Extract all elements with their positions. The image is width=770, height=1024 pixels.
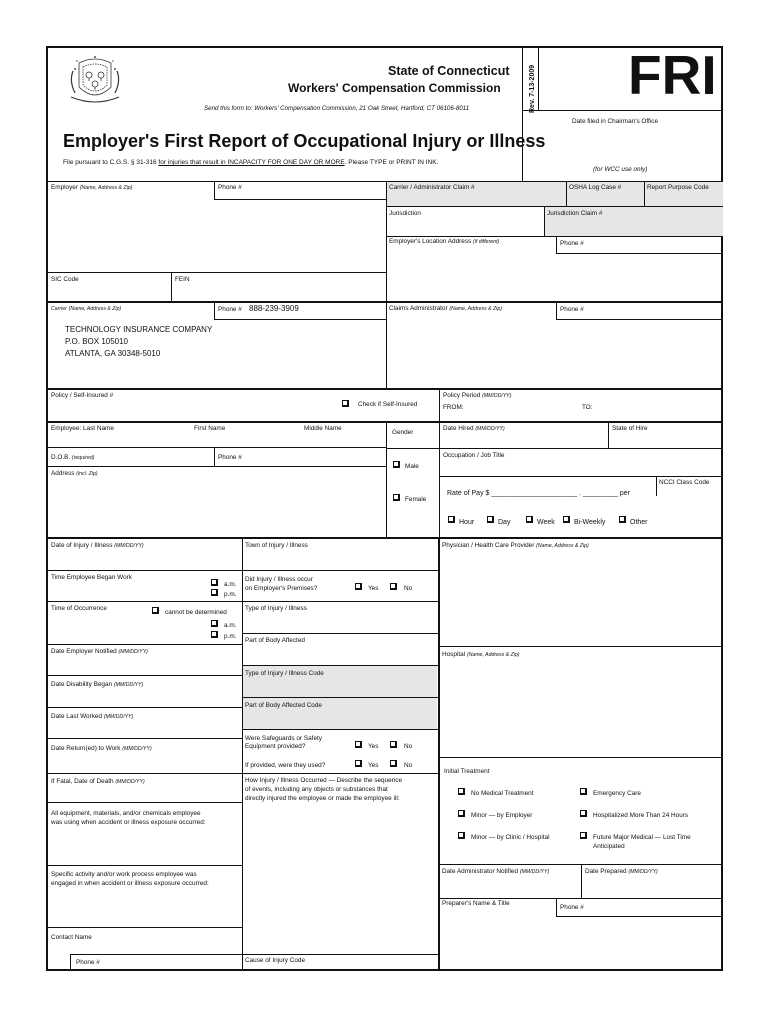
began-am-label: a.m. bbox=[224, 581, 237, 588]
hospitalized-checkbox[interactable] bbox=[580, 810, 587, 817]
how-occurred-label-2: of events, including any objects or substances that bbox=[245, 786, 388, 793]
how-occurred-label-3: directly injured the employee or made the employee ill: bbox=[245, 795, 400, 802]
rate-of-pay-label: Rate of Pay $ ______________________ . _________ per bbox=[447, 490, 630, 497]
location-address-label: Employer's Location Address (if different) bbox=[389, 238, 500, 245]
carrier-phone-value: 888-239-3909 bbox=[249, 304, 299, 313]
location-phone-label: Phone # bbox=[560, 240, 584, 247]
premises-yes-label: Yes bbox=[368, 585, 379, 592]
safeguards-no-checkbox[interactable] bbox=[390, 741, 397, 748]
cause-code-label: Cause of Injury Code bbox=[245, 957, 306, 964]
safeguards-no-label: No bbox=[404, 743, 413, 750]
premises-label-2: on Employer's Premises? bbox=[245, 585, 318, 592]
occurrence-pm-checkbox[interactable] bbox=[211, 631, 218, 638]
self-insured-label: Check if Self-Insured bbox=[358, 401, 418, 408]
to-label: TO: bbox=[582, 404, 593, 411]
safeguards-label-2: Equipment provided? bbox=[245, 743, 306, 750]
employee-middle-name-label: Middle Name bbox=[304, 425, 342, 432]
cannot-determine-checkbox[interactable] bbox=[152, 607, 159, 614]
dob-label: D.O.B. (required) bbox=[51, 454, 95, 461]
pay-week-checkbox[interactable] bbox=[526, 516, 533, 523]
from-label: FROM: bbox=[443, 404, 464, 411]
employee-last-name-label: Employee: Last Name bbox=[51, 425, 114, 432]
began-pm-label: p.m. bbox=[224, 591, 237, 598]
time-occurrence-label: Time of Occurrence bbox=[51, 605, 107, 612]
pay-bi-weekly-label: Bi-Weekly bbox=[574, 519, 606, 526]
form-title: Employer's First Report of Occupational Injury or Illness bbox=[63, 131, 546, 151]
equipment-label-1: All equipment, materials, and/or chemicals employee bbox=[51, 810, 201, 817]
town-of-injury-label: Town of Injury / Illness bbox=[245, 542, 308, 549]
policy-label: Policy / Self-Insured # bbox=[51, 392, 114, 399]
occurrence-pm-label: p.m. bbox=[224, 633, 237, 640]
jurisdiction-label: Jurisdiction bbox=[389, 210, 421, 217]
emergency-care-label: Emergency Care bbox=[593, 790, 641, 797]
form-code: FRI bbox=[628, 44, 717, 106]
occurrence-am-checkbox[interactable] bbox=[211, 620, 218, 627]
admin-notified-label: Date Administrator Notified (MM/DD/YY) bbox=[442, 868, 550, 875]
employer-label: Employer (Name, Address & Zip) bbox=[51, 184, 133, 191]
policy-period-label: Policy Period (MM/DD/YY) bbox=[443, 392, 512, 399]
date-notified-label: Date Employer Notified (MM/DD/YY) bbox=[51, 648, 148, 655]
safeguards-yes-checkbox[interactable] bbox=[355, 741, 362, 748]
preparer-phone-label: Phone # bbox=[560, 904, 584, 911]
employee-address-label: Address (incl. Zip) bbox=[51, 470, 98, 477]
last-worked-label: Date Last Worked (MM/DD/YY) bbox=[51, 713, 134, 720]
date-of-death-label: If Fatal, Date of Death (MM/DD/YY) bbox=[51, 778, 145, 785]
contact-name-label: Contact Name bbox=[51, 934, 92, 941]
carrier-claim-label: Carrier / Administrator Claim # bbox=[389, 184, 475, 191]
returned-to-work-label: Date Return(ed) to Work (MM/DD/YY) bbox=[51, 745, 152, 752]
cannot-determine-label: cannot be determined bbox=[165, 609, 227, 616]
used-yes-label: Yes bbox=[368, 762, 379, 769]
female-checkbox[interactable] bbox=[393, 494, 400, 501]
minor-employer-checkbox[interactable] bbox=[458, 810, 465, 817]
type-of-injury-label: Type of Injury / Illness bbox=[245, 605, 307, 612]
no-medical-checkbox[interactable] bbox=[458, 788, 465, 795]
future-major-label-2: Anticipated bbox=[593, 843, 625, 850]
premises-no-checkbox[interactable] bbox=[390, 583, 397, 590]
occupation-label: Occupation / Job Title bbox=[443, 452, 505, 459]
how-occurred-label-1: How Injury / Illness Occurred — Describe the sequence bbox=[245, 777, 402, 784]
male-checkbox[interactable] bbox=[393, 461, 400, 468]
pay-bi-weekly-checkbox[interactable] bbox=[563, 516, 570, 523]
minor-employer-label: Minor — by Employer bbox=[471, 812, 533, 819]
used-no-checkbox[interactable] bbox=[390, 760, 397, 767]
began-pm-checkbox[interactable] bbox=[211, 589, 218, 596]
date-prepared-label: Date Prepared (MM/DD/YY) bbox=[585, 868, 658, 875]
male-label: Male bbox=[405, 463, 419, 470]
date-filed-label: Date filed in Chairman's Office bbox=[572, 118, 658, 125]
employee-phone-label: Phone # bbox=[218, 454, 242, 461]
disability-began-label: Date Disability Began (MM/DD/YY) bbox=[51, 681, 144, 688]
pay-hour-checkbox[interactable] bbox=[448, 516, 455, 523]
carrier-address: P.O. BOX 105010 bbox=[65, 337, 129, 346]
minor-clinic-checkbox[interactable] bbox=[458, 832, 465, 839]
fri-form bbox=[46, 46, 723, 971]
activity-label-1: Specific activity and/or work process employee was bbox=[51, 871, 197, 878]
date-hired-label: Date Hired (MM/DD/YY) bbox=[443, 425, 505, 432]
connecticut-seal-icon bbox=[65, 51, 125, 111]
carrier-phone-label: Phone # bbox=[218, 306, 242, 313]
premises-no-label: No bbox=[404, 585, 413, 592]
carrier-label: Carrier (Name, Address & Zip) bbox=[51, 306, 122, 312]
hospitalized-label: Hospitalized More Than 24 Hours bbox=[593, 812, 689, 819]
safeguards-label-1: Were Safeguards or Safety bbox=[245, 735, 322, 742]
ncci-class-code-label: NCCI Class Code bbox=[659, 479, 710, 486]
pay-other-checkbox[interactable] bbox=[619, 516, 626, 523]
part-code-label: Part of Body Affected Code bbox=[245, 702, 322, 709]
contact-phone-label: Phone # bbox=[76, 959, 100, 966]
preparer-label: Preparer's Name & Title bbox=[442, 900, 510, 907]
date-of-injury-label: Date of Injury / Illness (MM/DD/YY) bbox=[51, 542, 144, 549]
commission-title: Workers' Compensation Commission bbox=[288, 81, 501, 95]
state-title: State of Connecticut bbox=[388, 64, 510, 78]
osha-label: OSHA Log Case # bbox=[569, 184, 622, 191]
future-major-checkbox[interactable] bbox=[580, 832, 587, 839]
minor-clinic-label: Minor — by Clinic / Hospital bbox=[471, 834, 550, 841]
self-insured-checkbox[interactable] bbox=[342, 400, 349, 407]
pay-hour-label: Hour bbox=[459, 519, 475, 526]
began-am-checkbox[interactable] bbox=[211, 579, 218, 586]
time-began-work-label: Time Employee Began Work bbox=[51, 574, 132, 581]
used-label: If provided, were they used? bbox=[245, 762, 326, 769]
sic-code-label: SIC Code bbox=[51, 276, 79, 283]
send-to-address: Send this form to: Workers' Compensation Commission, 21 Oak Street, Hartford, CT 06106-8011 bbox=[204, 105, 470, 112]
equipment-label-2: was using when accident or illness exposure occurred: bbox=[51, 819, 206, 826]
claims-admin-phone-label: Phone # bbox=[560, 306, 584, 313]
wcc-use-label: (for WCC use only) bbox=[593, 166, 648, 173]
used-no-label: No bbox=[404, 762, 413, 769]
claims-admin-label: Claims Administrator (Name, Address & Zip) bbox=[389, 305, 502, 312]
gender-label: Gender bbox=[392, 429, 414, 436]
premises-yes-checkbox[interactable] bbox=[355, 583, 362, 590]
future-major-label-1: Future Major Medical — Lost Time bbox=[593, 834, 691, 841]
premises-label-1: Did Injury / Illness occur bbox=[245, 576, 313, 583]
occurrence-am-label: a.m. bbox=[224, 622, 237, 629]
type-code-label: Type of Injury / Illness Code bbox=[245, 670, 324, 677]
carrier-city: ATLANTA, GA 30348-5010 bbox=[65, 349, 161, 358]
jurisdiction-claim-label: Jurisdiction Claim # bbox=[547, 210, 603, 217]
initial-treatment-label: Initial Treatment bbox=[444, 768, 490, 775]
female-label: Female bbox=[405, 496, 427, 503]
employer-phone-label: Phone # bbox=[218, 184, 242, 191]
state-of-hire-label: State of Hire bbox=[612, 425, 648, 432]
fein-label: FEIN bbox=[175, 276, 190, 283]
safeguards-yes-label: Yes bbox=[368, 743, 379, 750]
report-purpose-label: Report Purpose Code bbox=[647, 184, 709, 191]
pay-other-label: Other bbox=[630, 519, 648, 526]
part-of-body-label: Part of Body Affected bbox=[245, 637, 305, 644]
form-subtitle: File pursuant to C.G.S. § 31-316 for injuries that result in INCAPACITY FOR ONE DAY OR MORE. Please TYPE or PRINT IN INK. bbox=[63, 159, 439, 166]
hospital-label: Hospital (Name, Address & Zip) bbox=[442, 651, 520, 658]
pay-day-label: Day bbox=[498, 519, 511, 526]
no-medical-label: No Medical Treatment bbox=[471, 790, 534, 797]
emergency-care-checkbox[interactable] bbox=[580, 788, 587, 795]
pay-week-label: Week bbox=[537, 519, 555, 526]
revision-date: Rev. 7-13-2009 bbox=[529, 64, 536, 113]
activity-label-2: engaged in when accident or illness exposure occurred: bbox=[51, 880, 209, 887]
pay-day-checkbox[interactable] bbox=[487, 516, 494, 523]
employee-first-name-label: First Name bbox=[194, 425, 226, 432]
used-yes-checkbox[interactable] bbox=[355, 760, 362, 767]
physician-label: Physician / Health Care Provider (Name, Address & Zip) bbox=[442, 542, 589, 549]
carrier-name: TECHNOLOGY INSURANCE COMPANY bbox=[65, 325, 213, 334]
